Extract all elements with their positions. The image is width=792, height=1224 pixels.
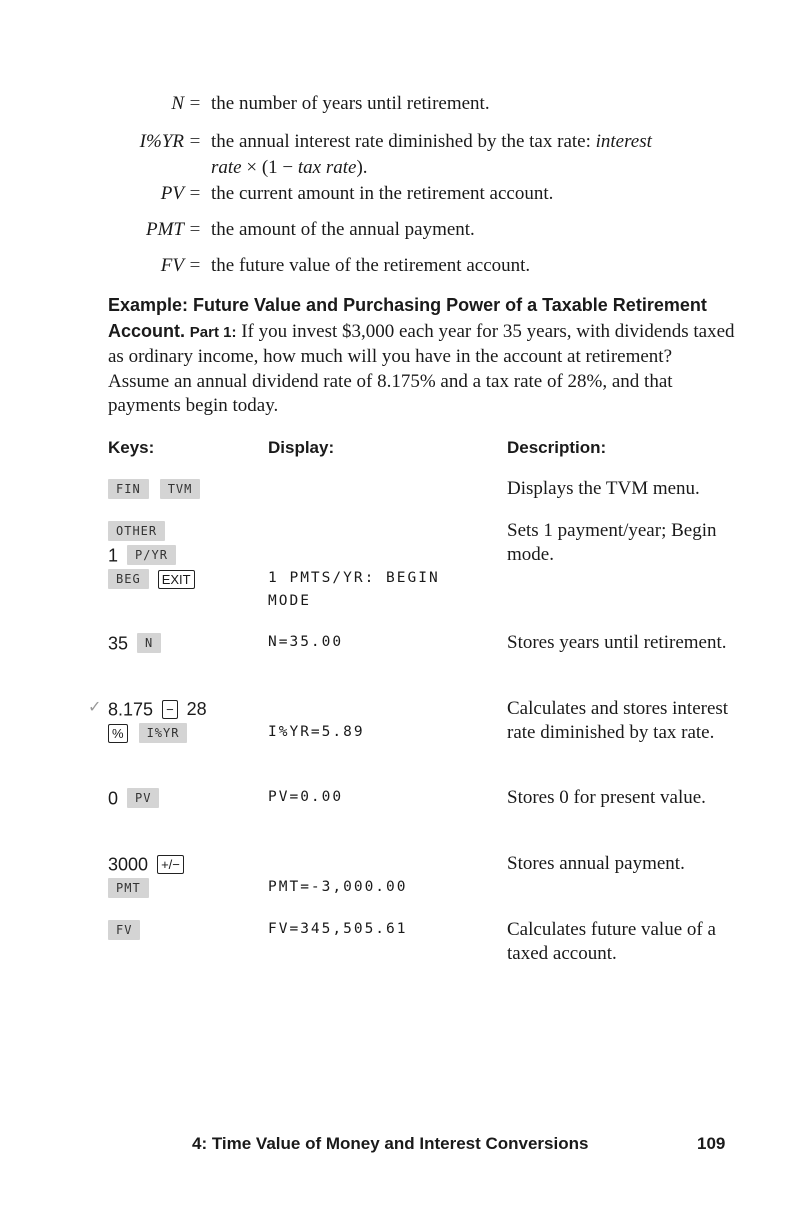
definition-text: the current amount in the retirement account. <box>211 183 554 204</box>
definition-text: the annual interest rate diminished by the tax rate: interest <box>211 131 652 152</box>
equals-sign: = <box>189 255 201 276</box>
minus-key[interactable]: − <box>162 700 178 719</box>
step-6-display: PMT=-3,000.00 <box>268 879 408 895</box>
step-6-keys-line-2 <box>108 876 149 898</box>
step-4-description: Calculates and stores interest rate diminished by tax rate. <box>507 698 729 743</box>
definition-variable: I%YR <box>139 131 184 152</box>
step-5-keys <box>108 786 159 808</box>
percent-key[interactable]: % <box>108 724 128 743</box>
definition-i-yr <box>90 129 740 181</box>
equals-sign: = <box>189 93 201 114</box>
step-6-description: Stores annual payment. <box>507 853 685 874</box>
p-yr-menu-key[interactable]: P/YR <box>127 545 176 565</box>
page-number: 109 <box>697 1134 726 1153</box>
number-entry: 8.175 <box>108 699 154 720</box>
example-part-label: Part 1: <box>189 323 237 341</box>
exit-key[interactable]: EXIT <box>158 570 195 589</box>
definition-variable: FV <box>160 255 184 276</box>
display-header: Display: <box>268 438 335 457</box>
step-1-description: Displays the TVM menu. <box>507 478 700 499</box>
definition-text: the amount of the annual payment. <box>211 219 475 240</box>
definition-text: the number of years until retirement. <box>211 93 490 114</box>
equals-sign: = <box>189 219 201 240</box>
step-5-display: PV=0.00 <box>268 789 344 805</box>
step-7-display: FV=345,505.61 <box>268 921 408 937</box>
step-2-description: Sets 1 payment/year; Begin mode. <box>507 520 717 565</box>
step-3-description: Stores years until retirement. <box>507 632 727 653</box>
tvm-menu-key[interactable]: TVM <box>160 479 201 499</box>
equals-sign: = <box>189 131 201 152</box>
number-entry: 1 <box>108 545 119 566</box>
equals-sign: = <box>189 183 201 204</box>
beg-menu-key[interactable]: BEG <box>108 569 149 589</box>
number-entry: 0 <box>108 788 119 809</box>
example-title: Example: Future Value and Purchasing Power of a Taxable Retirement Account. <box>108 295 707 341</box>
step-7-description: Calculates future value of a taxed account. <box>507 919 716 964</box>
step-2-keys-line-3 <box>108 567 195 589</box>
example-body: If you invest $3,000 each year for 35 years, with dividends taxed as ordinary income, how much will you have in the account at retirement? Assume an annual dividend rate of 8.175% and a tax rate of 28%, and that payments begin today. <box>108 320 735 416</box>
number-entry: 28 <box>186 699 207 720</box>
number-entry: 35 <box>108 633 129 654</box>
description-header: Description: <box>507 438 607 457</box>
other-menu-key[interactable]: OTHER <box>108 521 165 541</box>
fv-menu-key[interactable]: FV <box>108 920 140 940</box>
step-4-keys-line-1 <box>108 697 207 719</box>
step-4-keys-line-2 <box>108 721 187 743</box>
step-3-keys <box>108 631 161 653</box>
definition-variable: PMT <box>146 219 184 240</box>
n-menu-key[interactable]: N <box>137 633 161 653</box>
pv-menu-key[interactable]: PV <box>127 788 159 808</box>
i-yr-menu-key[interactable]: I%YR <box>139 723 188 743</box>
step-2-display-line-1: 1 PMTS/YR: BEGIN <box>268 570 440 586</box>
step-1-keys <box>108 477 200 499</box>
definition-variable: PV <box>160 183 184 204</box>
step-6-keys-line-1 <box>108 852 184 874</box>
pmt-menu-key[interactable]: PMT <box>108 878 149 898</box>
step-2-keys-line-1 <box>108 519 165 541</box>
step-2-keys-line-2 <box>108 543 176 565</box>
check-mark-icon: ✓ <box>88 697 102 716</box>
step-5-description: Stores 0 for present value. <box>507 787 706 808</box>
number-entry: 3000 <box>108 854 149 875</box>
chapter-footer: 4: Time Value of Money and Interest Conversions <box>192 1134 589 1153</box>
step-3-display: N=35.00 <box>268 634 344 650</box>
definition-text: the future value of the retirement account. <box>211 255 531 276</box>
example-paragraph <box>108 293 736 419</box>
change-sign-key[interactable]: +/− <box>157 855 184 874</box>
definition-text-continuation: rate × (1 − tax rate). <box>211 157 368 178</box>
fin-menu-key[interactable]: FIN <box>108 479 149 499</box>
step-2-display-line-2: MODE <box>268 593 311 609</box>
step-7-keys <box>108 918 140 940</box>
keys-header: Keys: <box>108 438 155 457</box>
step-4-display: I%YR=5.89 <box>268 724 365 740</box>
definition-variable: N <box>171 93 184 114</box>
